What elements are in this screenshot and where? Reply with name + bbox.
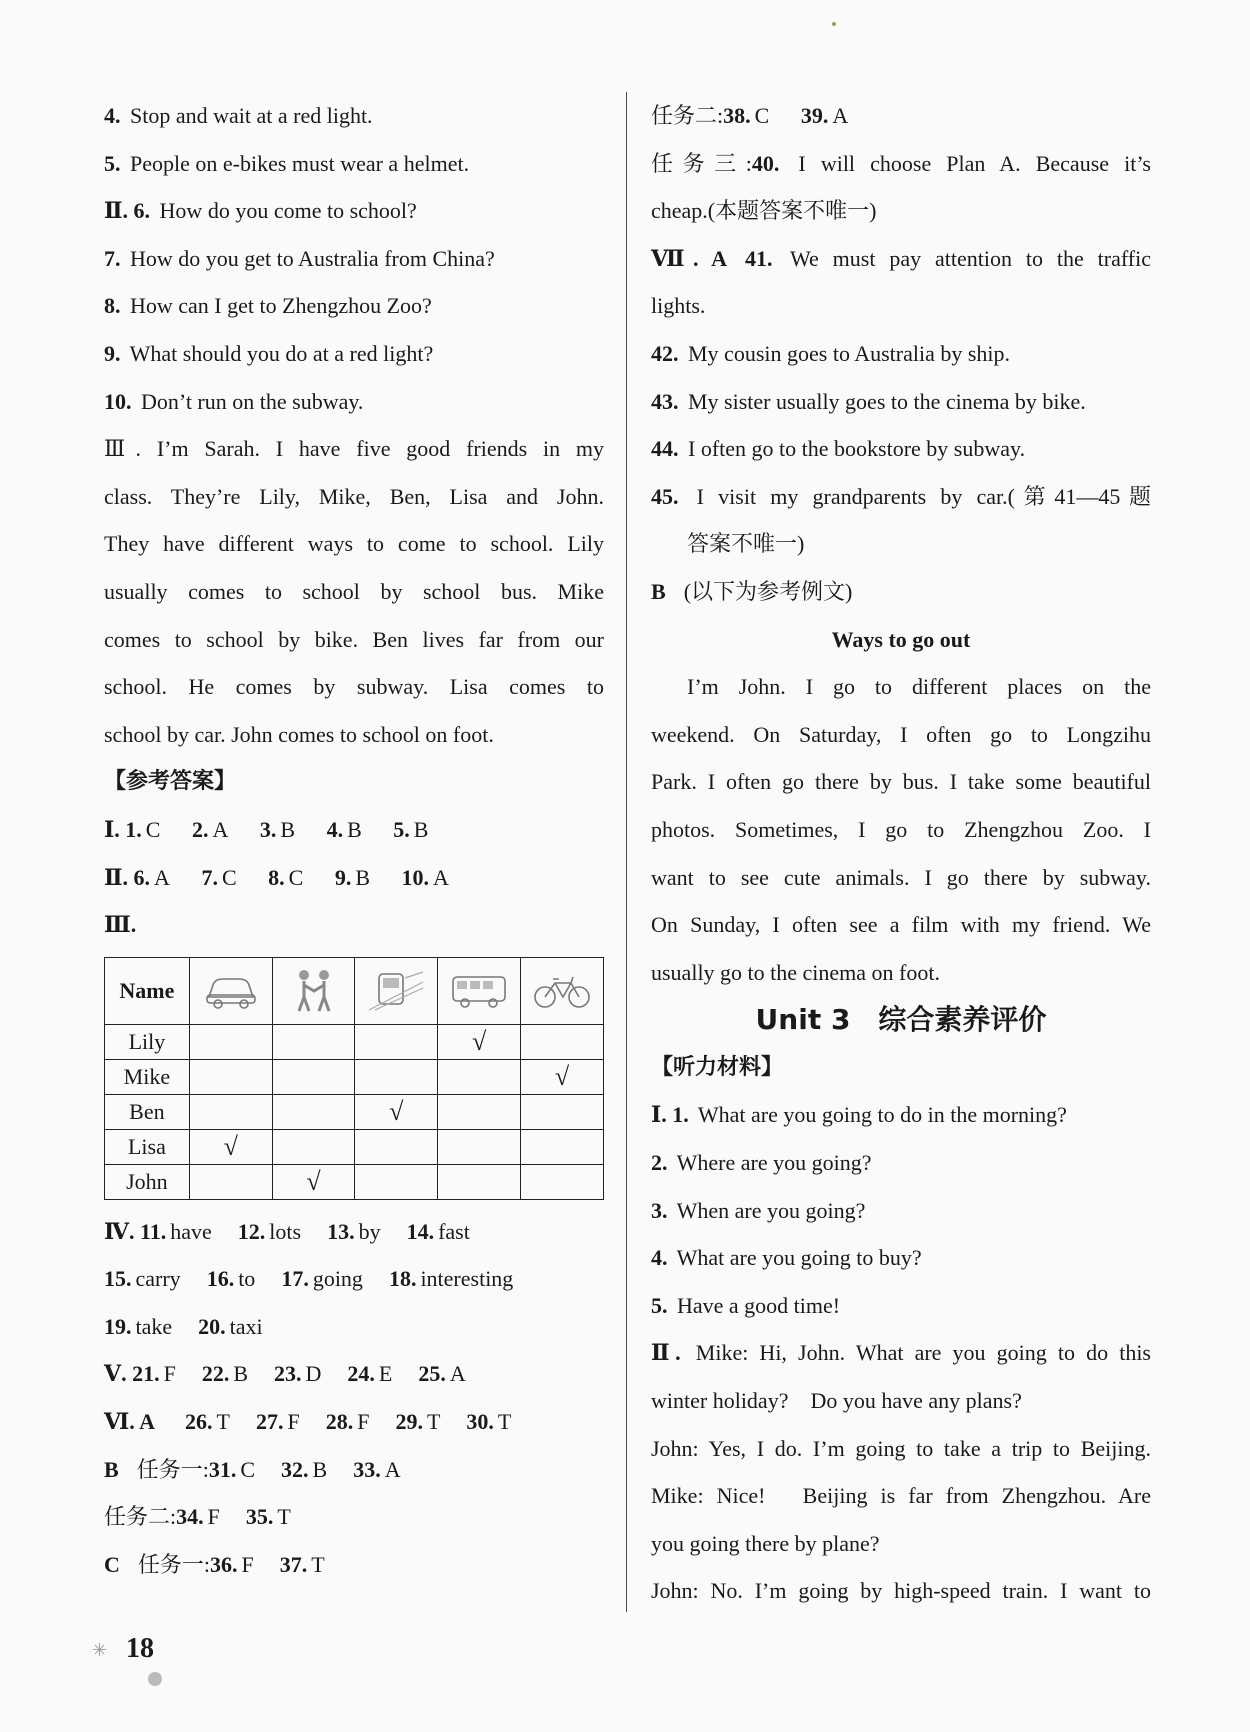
table-cell	[521, 1164, 604, 1199]
table-row-name: Lily	[105, 1024, 190, 1059]
table-row	[105, 1164, 604, 1199]
answer-number: 27.	[255, 1409, 284, 1435]
listening-line	[651, 1139, 1151, 1187]
item-text: Mike: Nice! Beijing is far from Zhengzhou. Are	[651, 1483, 1151, 1509]
answer-line-section-4	[104, 1303, 604, 1351]
table-cell	[355, 1059, 438, 1094]
listening-line	[104, 235, 604, 283]
answer-value: T	[216, 1409, 230, 1435]
item-text: What are you going to do in the morning?	[692, 1102, 1067, 1128]
table-row-name: Ben	[105, 1094, 190, 1129]
answer-line-section-6c	[104, 1541, 604, 1589]
answer-line-section-5	[104, 1350, 604, 1398]
bicycle-icon	[521, 957, 604, 1024]
dialogue-line	[651, 1520, 1151, 1568]
table-header-name: Name	[105, 957, 190, 1024]
answer-value: T	[426, 1409, 441, 1435]
essay-line: usually go to the cinema on foot.	[651, 959, 940, 985]
item-number: 3.	[651, 1197, 668, 1223]
transport-answer-table	[104, 957, 604, 1200]
answer-number: Ⅵ. A	[104, 1409, 155, 1435]
answer-number: 19.	[104, 1313, 132, 1339]
answer-value: by	[358, 1218, 381, 1244]
item-number: 9.	[104, 340, 121, 366]
item-text: I often go to the bookstore by subway.	[682, 436, 1026, 462]
answer-line-section-4	[104, 1255, 604, 1303]
answer-value: lots	[269, 1218, 302, 1244]
check-mark: √	[389, 1096, 404, 1126]
check-mark: √	[306, 1166, 321, 1196]
item-number: 5.	[651, 1292, 668, 1318]
answer-line-section-6	[104, 1398, 604, 1446]
table-row-name: Mike	[105, 1059, 190, 1094]
item-text: I visit my grandparents by car.(第41—45题	[682, 483, 1151, 509]
paragraph-line: school. He comes by subway. Lisa comes to	[104, 674, 604, 700]
item-number: 8.	[104, 293, 121, 319]
dialogue-line	[651, 1329, 1151, 1377]
item-text: Have a good time!	[671, 1292, 841, 1318]
table-cell	[438, 1059, 521, 1094]
table-cell	[272, 1059, 355, 1094]
table-row-name: Lisa	[105, 1129, 190, 1164]
table-cell	[521, 1059, 604, 1094]
item-number: Ⅰ. 1.	[651, 1102, 689, 1128]
table-cell	[355, 1024, 438, 1059]
essay-line: I’m John. I go to different places on the	[687, 674, 1151, 700]
table-row	[105, 1059, 604, 1094]
answer-value: T	[311, 1551, 325, 1577]
answer-number: 33.	[353, 1456, 381, 1482]
answer-value: C	[240, 1456, 255, 1482]
page-number: 18	[126, 1633, 154, 1664]
answer-number: 23.	[274, 1361, 302, 1387]
answer-value: D	[305, 1361, 322, 1387]
answer-value: interesting	[420, 1266, 514, 1292]
check-mark: √	[223, 1131, 238, 1161]
listening-paragraph	[104, 425, 604, 758]
item-number: 5.	[104, 150, 121, 176]
table-row	[105, 1094, 604, 1129]
answer-value: F	[287, 1409, 300, 1435]
item-text: winter holiday? Do you have any plans?	[651, 1388, 1022, 1414]
task-2-answers: 任务二:38. C 39. A	[651, 103, 849, 128]
item-number: 43.	[651, 388, 679, 414]
essay-line: Park. I often go there by bus. I take some beautiful	[651, 769, 1151, 795]
table-cell	[355, 1129, 438, 1164]
item-text: How do you come to school?	[154, 198, 417, 224]
answer-number: 17.	[281, 1266, 309, 1292]
table-cell	[438, 1129, 521, 1164]
table-cell	[438, 1024, 521, 1059]
paragraph-line: school by car. John comes to school on foot.	[104, 721, 494, 747]
item-text: Don’t run on the subway.	[135, 388, 364, 414]
answer-line-section-1: Ⅰ. 1. C 2. A 3. B 4. B 5. B	[104, 816, 429, 842]
listening-heading: 【听力材料】	[651, 1054, 784, 1080]
dialogue-line	[651, 1567, 1151, 1615]
left-column	[104, 92, 604, 1588]
check-mark: √	[472, 1026, 487, 1056]
essay-line: want to see cute animals. I go there by subway.	[651, 864, 1151, 890]
paragraph-line: class. They’re Lily, Mike, Ben, Lisa and John.	[104, 483, 604, 509]
star-icon: ✳	[92, 1640, 108, 1660]
item-text: Mike: Hi, John. What are you going to do this	[684, 1340, 1151, 1366]
table-cell	[189, 1164, 272, 1199]
task-3-line: 任务三:40. I will choose Plan A. Because it’s	[651, 150, 1151, 176]
item-number: 2.	[651, 1150, 668, 1176]
answer-number: 31.	[208, 1456, 237, 1482]
answer-number: 37.	[279, 1551, 308, 1577]
table-cell	[272, 1024, 355, 1059]
essay-line: weekend. On Saturday, I often go to Longzihu	[651, 721, 1151, 747]
paragraph-line: They have different ways to come to school. Lily	[104, 531, 604, 557]
table-cell	[189, 1024, 272, 1059]
item-text: What are you going to buy?	[671, 1245, 922, 1271]
answer-value: E	[378, 1361, 393, 1387]
item-text: My cousin goes to Australia by ship.	[682, 340, 1011, 366]
unit-title: Unit 3 综合素养评价	[755, 1003, 1047, 1037]
item-text: you going there by plane?	[651, 1530, 880, 1556]
table-cell	[438, 1094, 521, 1129]
answer-line-section-4	[104, 1208, 604, 1256]
answer-value: B	[233, 1361, 249, 1387]
item-number: 42.	[651, 340, 679, 366]
table-cell	[189, 1129, 272, 1164]
answer-number: 16.	[206, 1266, 235, 1292]
table-cell	[355, 1094, 438, 1129]
listening-line	[651, 1234, 1151, 1282]
table-cell	[521, 1094, 604, 1129]
listening-line	[651, 1282, 1151, 1330]
answer-number: 35.	[245, 1504, 274, 1530]
table-cell	[272, 1129, 355, 1164]
answer-value: carry	[135, 1266, 181, 1292]
item-number: 7.	[104, 245, 121, 271]
task-label: 任务一:	[136, 1456, 209, 1482]
section-7-line: Ⅶ. A 41. We must pay attention to the traffic	[651, 245, 1151, 271]
table-cell	[521, 1024, 604, 1059]
item-number: 45.	[651, 483, 679, 509]
answer-value: F	[207, 1504, 220, 1530]
table-row	[105, 1024, 604, 1059]
table-cell	[272, 1164, 355, 1199]
item-text: My sister usually goes to the cinema by bike.	[682, 388, 1086, 414]
paragraph-line: comes to school by bike. Ben lives far from our	[104, 626, 604, 652]
listening-line	[104, 378, 604, 426]
essay-title: Ways to go out	[831, 626, 971, 652]
item-number: 10.	[104, 388, 132, 414]
item-number: 44.	[651, 436, 679, 462]
section-7-note: 答案不唯一)	[687, 531, 805, 557]
reference-answer-heading: 【参考答案】	[104, 769, 237, 795]
essay-line: On Sunday, I often see a film with my friend. We	[651, 912, 1151, 938]
answer-value: going	[312, 1266, 363, 1292]
item-text: Stop and wait at a red light.	[124, 103, 373, 128]
task-label: 任务二:	[104, 1504, 177, 1530]
listening-line	[651, 1091, 1151, 1139]
task-3-line-2: cheap.(本题答案不唯一)	[651, 198, 877, 224]
listening-line	[104, 330, 604, 378]
item-text: How can I get to Zhengzhou Zoo?	[124, 293, 432, 319]
item-text: What should you do at a red light?	[124, 340, 434, 366]
paragraph-line: usually comes to school by school bus. Mike	[104, 578, 604, 604]
answer-number: 30.	[466, 1409, 494, 1435]
section-label: B	[104, 1456, 119, 1482]
answer-number: 25.	[418, 1361, 446, 1387]
listening-line	[651, 1187, 1151, 1235]
writing-answer-line	[651, 378, 1151, 426]
item-text: When are you going?	[671, 1197, 866, 1223]
item-text: How do you get to Australia from China?	[124, 245, 495, 271]
answer-number: 28.	[325, 1409, 354, 1435]
section-7b-label: B (以下为参考例文)	[651, 578, 853, 604]
answer-value: fast	[438, 1218, 470, 1244]
answer-line-section-6b-task-2	[104, 1493, 604, 1541]
walking-kids-icon	[272, 957, 355, 1024]
answer-number: 20.	[198, 1313, 226, 1339]
answer-number: 32.	[281, 1456, 309, 1482]
table-cell	[189, 1094, 272, 1129]
answer-line-section-6b	[104, 1446, 604, 1494]
answer-value: B	[312, 1456, 328, 1482]
answer-number: Ⅳ. 11.	[104, 1218, 167, 1244]
answer-number: 26.	[184, 1409, 213, 1435]
answer-number: 24.	[347, 1361, 375, 1387]
answer-number: 36.	[210, 1551, 238, 1577]
table-cell	[521, 1129, 604, 1164]
answer-value: have	[170, 1218, 212, 1244]
item-number: Ⅱ. 6.	[104, 198, 151, 224]
decorative-dot	[148, 1672, 162, 1686]
writing-answer-line	[651, 473, 1151, 521]
answer-number: 15.	[104, 1266, 132, 1292]
answer-number: 13.	[327, 1218, 355, 1244]
listening-line	[104, 187, 604, 235]
answer-value: take	[135, 1313, 173, 1339]
column-divider	[626, 92, 627, 1612]
section-3-label: Ⅲ.	[104, 912, 137, 938]
item-text: People on e-bikes must wear a helmet.	[124, 150, 470, 176]
answer-value: A	[449, 1361, 466, 1387]
dialogue-line	[651, 1472, 1151, 1520]
table-cell	[438, 1164, 521, 1199]
paragraph-line: Ⅲ. I’m Sarah. I have five good friends in my	[104, 436, 604, 462]
item-number: 4.	[651, 1245, 668, 1271]
answer-number: 29.	[395, 1409, 423, 1435]
answer-value: taxi	[229, 1313, 263, 1339]
bus-icon	[438, 957, 521, 1024]
listening-line	[104, 140, 604, 188]
listening-line	[104, 92, 604, 140]
answer-number: 12.	[237, 1218, 266, 1244]
car-icon	[189, 957, 272, 1024]
answer-number: 18.	[388, 1266, 417, 1292]
answer-number: Ⅴ. 21.	[104, 1361, 160, 1387]
answer-value: F	[357, 1409, 370, 1435]
writing-answer-line	[651, 330, 1151, 378]
item-text: John: Yes, I do. I’m going to take a trip to Beijing.	[651, 1435, 1151, 1461]
table-cell	[189, 1059, 272, 1094]
dialogue-line	[651, 1425, 1151, 1473]
answer-value: F	[163, 1361, 176, 1387]
listening-line	[104, 282, 604, 330]
essay-body	[651, 663, 1151, 996]
essay-line: photos. Sometimes, I go to Zhengzhou Zoo. I	[651, 816, 1151, 842]
writing-answer-line	[651, 425, 1151, 473]
table-row	[105, 1129, 604, 1164]
subway-train-icon	[355, 957, 438, 1024]
answer-number: 22.	[201, 1361, 230, 1387]
answer-value: T	[497, 1409, 512, 1435]
item-number: 4.	[104, 103, 121, 128]
table-cell	[355, 1164, 438, 1199]
answer-value: T	[277, 1504, 291, 1530]
section-label: C	[104, 1551, 120, 1577]
answer-value: A	[384, 1456, 401, 1482]
answer-line-section-2: Ⅱ. 6. A 7. C 8. C 9. B 10. A	[104, 864, 449, 890]
section-7-line-2: lights.	[651, 293, 706, 319]
answer-value: F	[241, 1551, 254, 1577]
table-header-row	[105, 957, 604, 1024]
answer-number: 34.	[176, 1504, 204, 1530]
item-text: John: No. I’m going by high-speed train. I want to	[651, 1578, 1151, 1604]
item-number: Ⅱ.	[651, 1340, 681, 1366]
table-cell	[272, 1094, 355, 1129]
answer-number: 14.	[406, 1218, 435, 1244]
right-column	[651, 92, 1151, 1615]
check-mark: √	[554, 1061, 570, 1091]
answer-value: to	[238, 1266, 256, 1292]
decorative-dot	[832, 22, 836, 26]
dialogue-line	[651, 1377, 1151, 1425]
task-label: 任务一:	[137, 1551, 211, 1577]
item-text: Where are you going?	[671, 1150, 872, 1176]
table-row-name: John	[105, 1164, 190, 1199]
